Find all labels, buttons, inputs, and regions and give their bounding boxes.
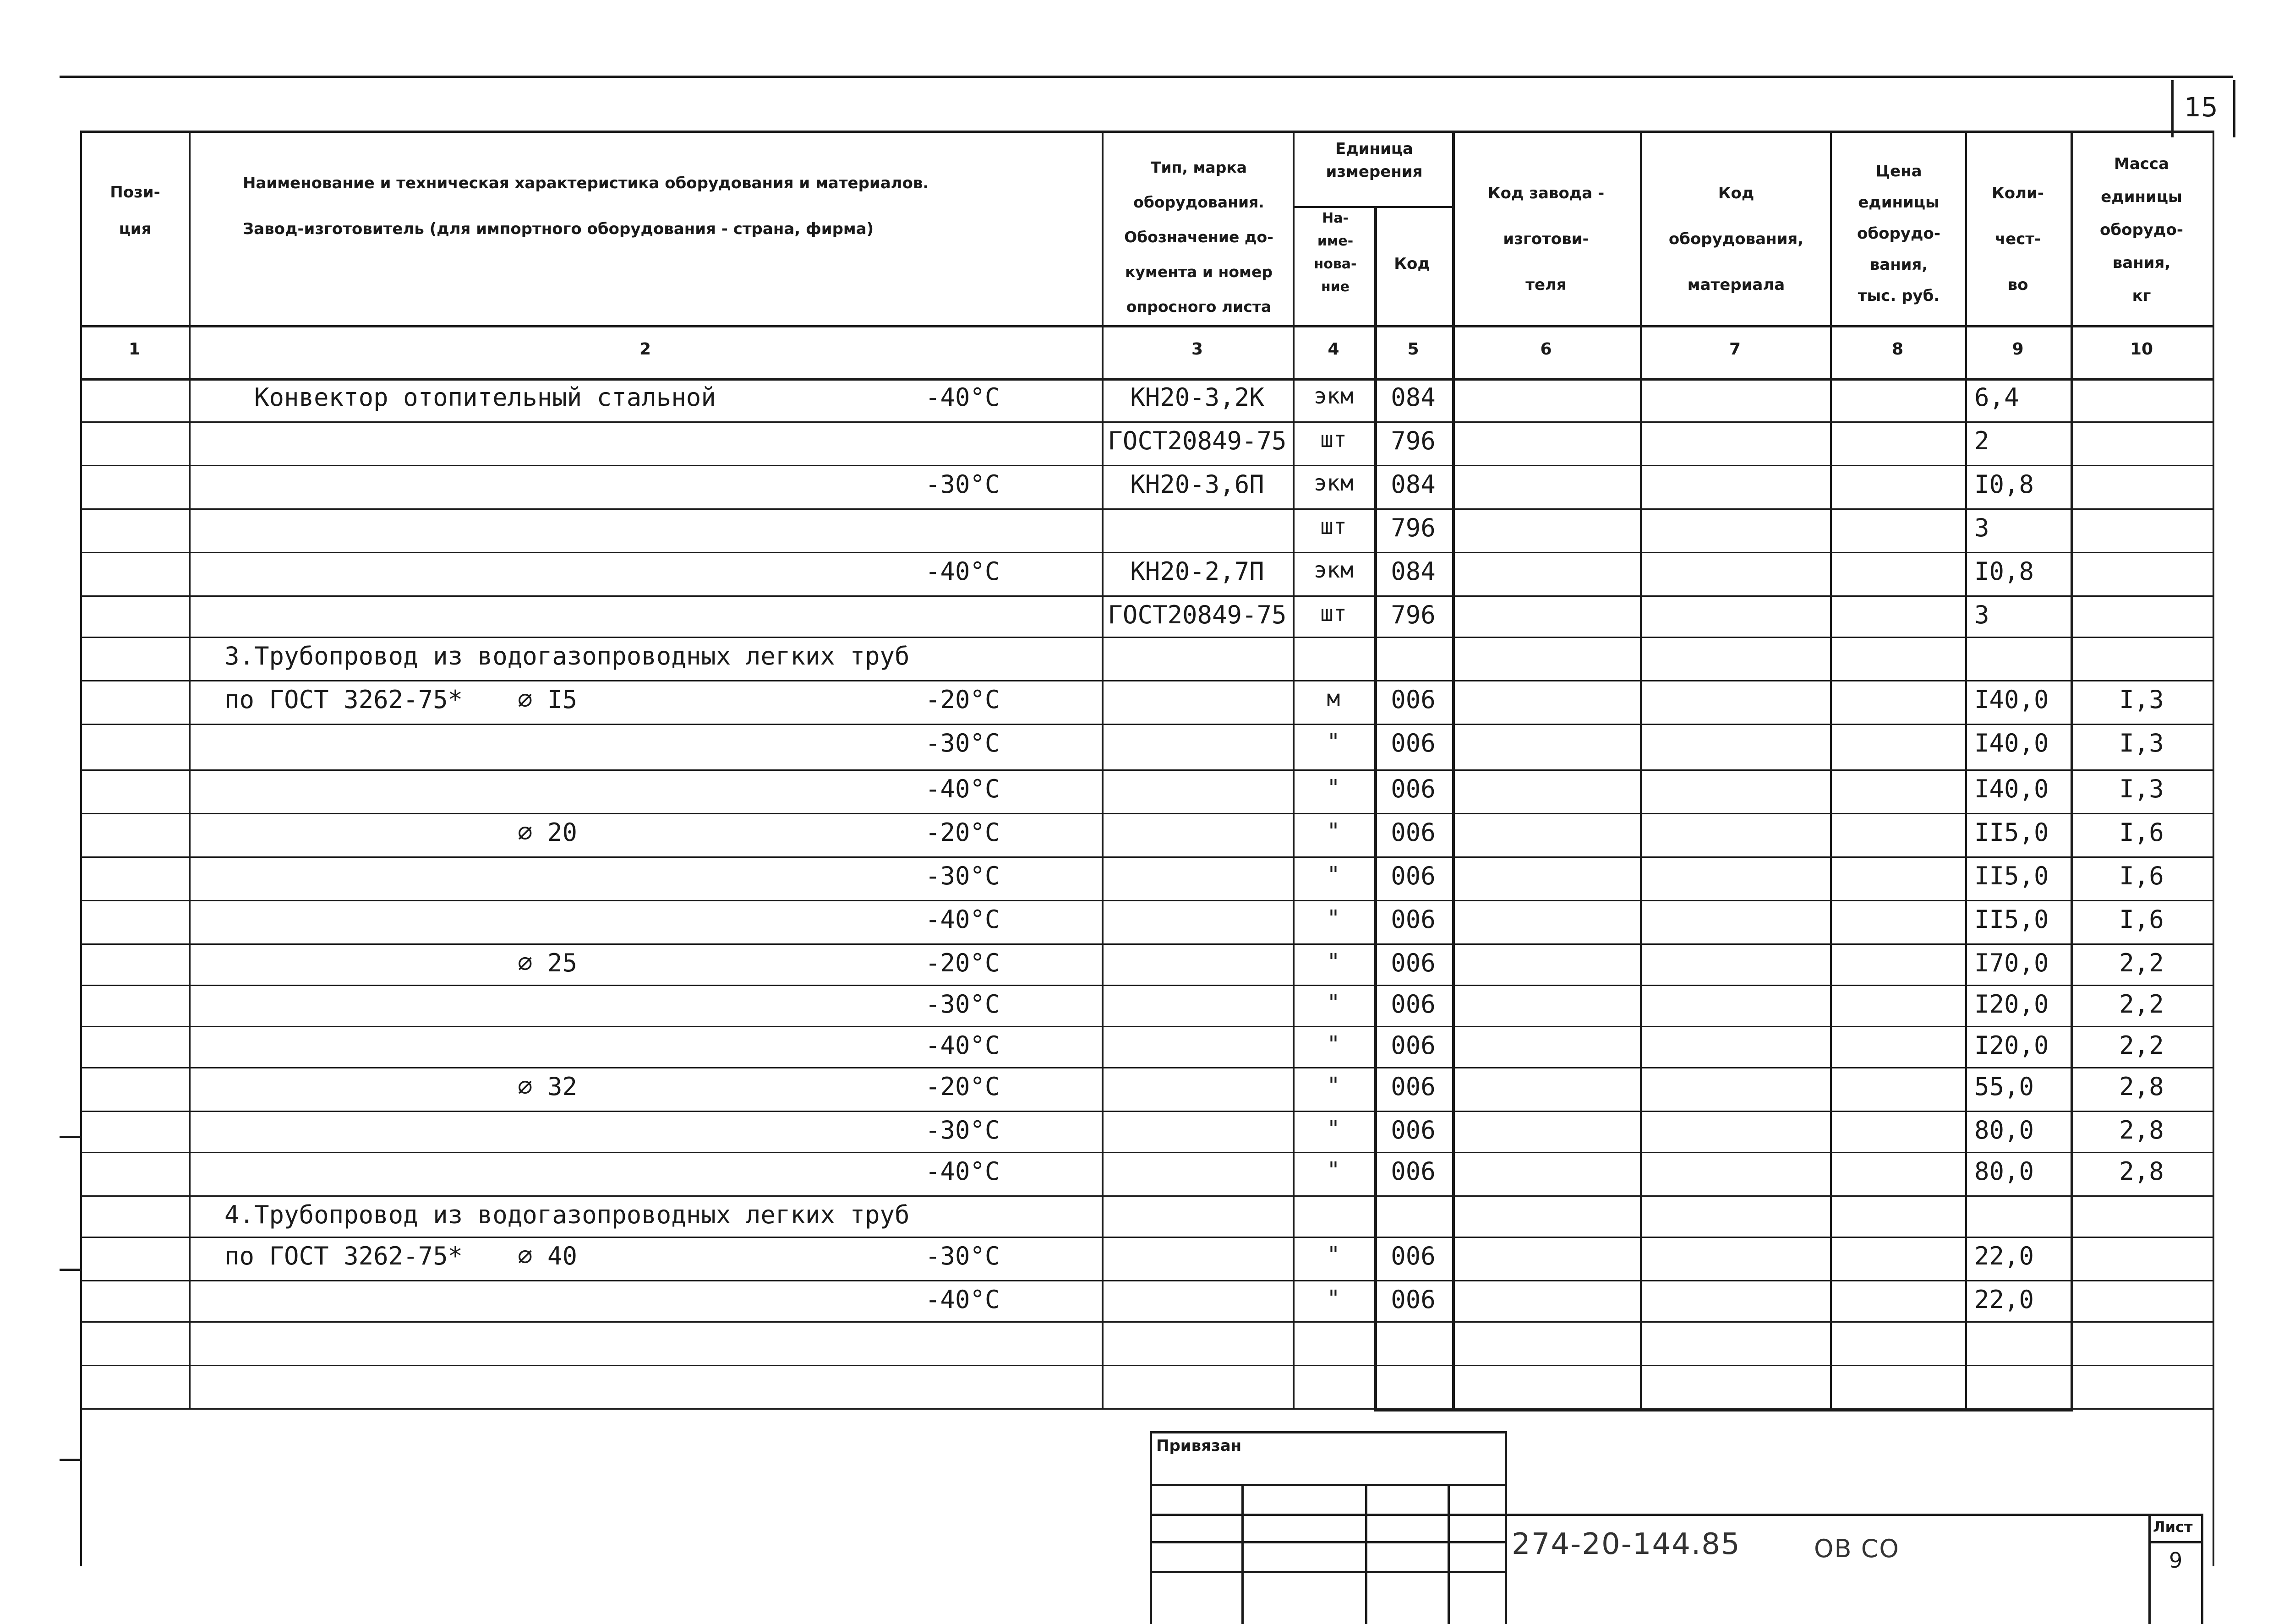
row-divider-line: [80, 813, 2213, 814]
stamp-sheet-value: 9: [2169, 1548, 2183, 1573]
unit-mass: I,6: [2119, 905, 2164, 934]
item-name: по ГОСТ 3262-75*: [224, 1242, 463, 1270]
unit-code: 006: [1391, 1157, 1436, 1186]
column-divider-line: [2071, 131, 2073, 1408]
column-number: 2: [639, 340, 651, 359]
design-temperature: -20°C: [925, 1072, 1000, 1101]
top-border-line: [60, 76, 2233, 78]
unit-code: 006: [1391, 990, 1436, 1019]
unit-name: экм: [1313, 557, 1354, 583]
header-unit-group: Единица измерения: [1326, 140, 1423, 181]
stamp-doc-suffix: ОВ СО: [1814, 1534, 1900, 1563]
quantity: II5,0: [1974, 818, 2049, 847]
number-row-bottom-line: [80, 378, 2213, 381]
quantity: I70,0: [1974, 948, 2049, 977]
unit-mass: I,3: [2119, 685, 2164, 714]
type-designation: ГОСТ20849-75: [1108, 426, 1287, 455]
column-number: 1: [128, 340, 141, 359]
row-divider-line: [80, 552, 2213, 553]
design-temperature: -20°C: [925, 685, 1000, 714]
quantity: I40,0: [1974, 685, 2049, 714]
unit-name: ": [1327, 990, 1340, 1016]
item-name: 3.Трубопровод из водогазопроводных легких труб: [224, 642, 910, 670]
design-temperature: -20°C: [925, 818, 1000, 847]
table-top-line: [80, 131, 2213, 133]
unit-code: 006: [1391, 729, 1436, 758]
stamp-sheet-right: [2201, 1514, 2203, 1624]
type-designation: КН20-2,7П: [1130, 557, 1264, 586]
row-divider-line: [80, 769, 2213, 771]
design-temperature: -30°C: [925, 470, 1000, 499]
design-temperature: -30°C: [925, 1116, 1000, 1144]
column-number: 4: [1328, 340, 1339, 359]
item-name: 4.Трубопровод из водогазопроводных легких труб: [224, 1200, 910, 1229]
quantity: I0,8: [1974, 557, 2034, 586]
sheet-box-right: [2233, 80, 2235, 137]
unit-code: 006: [1391, 948, 1436, 977]
design-temperature: -40°C: [925, 383, 1000, 412]
row-divider-line: [80, 1237, 2213, 1238]
row-divider-line: [80, 637, 2213, 638]
unit-code: 006: [1391, 1116, 1436, 1144]
unit-name: ": [1327, 905, 1340, 931]
unit-name: шт: [1320, 427, 1347, 452]
unit-code: 006: [1391, 1072, 1436, 1101]
row-divider-line: [80, 900, 2213, 901]
stamp-top-line: [1150, 1431, 1507, 1433]
stamp-sheet-label: Лист: [2153, 1518, 2193, 1536]
pipe-diameter: ⌀ 25: [518, 948, 578, 977]
stamp-vline-1: [1150, 1431, 1152, 1624]
row-divider-line: [80, 680, 2213, 681]
column-divider-line: [1293, 131, 1295, 1408]
header-position: Пози- ция: [110, 183, 160, 238]
header-bottom-line: [80, 325, 2213, 327]
design-temperature: -40°C: [925, 557, 1000, 586]
header-name-block: [243, 174, 1090, 238]
row-divider-line: [80, 1280, 2213, 1281]
design-temperature: -30°C: [925, 729, 1000, 758]
design-temperature: -30°C: [925, 1242, 1000, 1270]
stamp-doc-code: 274-20-144.85: [1512, 1527, 1741, 1561]
type-designation: КН20-3,2К: [1130, 383, 1264, 412]
row-divider-line: [80, 595, 2213, 597]
stamp-vline-2: [1241, 1484, 1244, 1624]
row-divider-line: [80, 856, 2213, 858]
sheet-box-left: [2171, 80, 2174, 137]
header-price: Цена единицы оборудо- вания, тыс. руб.: [1857, 162, 1940, 305]
unit-code: 796: [1391, 426, 1436, 455]
quantity: 55,0: [1974, 1072, 2034, 1101]
quantity: 80,0: [1974, 1116, 2034, 1144]
unit-mass: 2,8: [2119, 1116, 2164, 1144]
stamp-sheet-left: [2148, 1514, 2151, 1624]
stamp-attached-label: Привязан: [1156, 1437, 1242, 1455]
column-number: 6: [1540, 340, 1552, 359]
unit-name: ": [1327, 1157, 1340, 1183]
design-temperature: -40°C: [925, 905, 1000, 934]
header-mass: Масса единицы оборудо- вания, кг: [2100, 155, 2183, 305]
quantity: I20,0: [1974, 1031, 2049, 1060]
design-temperature: -30°C: [925, 861, 1000, 890]
column-number: 7: [1729, 340, 1741, 359]
row-divider-line: [80, 1067, 2213, 1068]
unit-code: 084: [1391, 383, 1436, 412]
stamp-line-3: [1150, 1514, 2203, 1516]
quantity: 22,0: [1974, 1285, 2034, 1314]
item-name: Конвектор отопительный стальной: [254, 383, 716, 412]
unit-code: 006: [1391, 1285, 1436, 1314]
table-bottom-thick-line: [1374, 1408, 2073, 1411]
unit-mass: 2,8: [2119, 1072, 2164, 1101]
margin-mark-1: [60, 1136, 80, 1138]
unit-name: ": [1327, 1116, 1340, 1142]
stamp-line-4: [1150, 1541, 1507, 1543]
column-number: 10: [2130, 340, 2153, 359]
header-unit-name: На- име- нова- ние: [1314, 210, 1357, 295]
quantity: I40,0: [1974, 774, 2049, 803]
unit-name: ": [1327, 729, 1340, 755]
row-divider-line: [80, 465, 2213, 466]
stamp-line-2: [1150, 1484, 1507, 1486]
pipe-diameter: ⌀ 20: [518, 818, 578, 847]
column-number: 3: [1191, 340, 1203, 359]
unit-mass: I,6: [2119, 818, 2164, 847]
unit-name: м: [1327, 686, 1340, 711]
header-name-line1: Наименование и техническая характеристика оборудования и материалов.: [243, 174, 929, 192]
margin-mark-2: [60, 1269, 80, 1271]
unit-name: ": [1327, 1031, 1340, 1057]
row-divider-line: [80, 421, 2213, 423]
design-temperature: -40°C: [925, 1285, 1000, 1314]
unit-mass: I,6: [2119, 861, 2164, 890]
row-divider-line: [80, 1195, 2213, 1197]
unit-name: ": [1327, 862, 1340, 888]
unit-mass: 2,2: [2119, 1031, 2164, 1060]
type-designation: КН20-3,6П: [1130, 470, 1264, 499]
column-divider-line: [1965, 131, 1967, 1408]
quantity: 80,0: [1974, 1157, 2034, 1186]
quantity: 3: [1974, 513, 1989, 542]
row-divider-line: [80, 1365, 2213, 1366]
unit-mass: I,3: [2119, 729, 2164, 758]
column-divider-line: [1102, 131, 1104, 1408]
unit-name: шт: [1320, 601, 1347, 627]
row-divider-line: [80, 508, 2213, 510]
design-temperature: -20°C: [925, 948, 1000, 977]
design-temperature: -40°C: [925, 774, 1000, 803]
column-number: 8: [1891, 340, 1904, 359]
design-temperature: -30°C: [925, 990, 1000, 1019]
unit-mass: 2,2: [2119, 990, 2164, 1019]
unit-mass: 2,8: [2119, 1157, 2164, 1186]
stamp-line-5: [1150, 1571, 1507, 1573]
unit-code: 006: [1391, 818, 1436, 847]
unit-name: ": [1327, 1073, 1340, 1098]
unit-code: 084: [1391, 470, 1436, 499]
item-name: по ГОСТ 3262-75*: [224, 685, 463, 714]
sheet-number: 15: [2184, 92, 2218, 123]
unit-name: ": [1327, 775, 1340, 801]
stamp-sheet-divider: [2148, 1541, 2203, 1543]
quantity: I40,0: [1974, 729, 2049, 758]
row-divider-line: [80, 943, 2213, 945]
header-factory-code: Код завода - изготови- теля: [1487, 184, 1605, 294]
row-divider-line: [80, 1111, 2213, 1112]
stamp-vline-5: [1505, 1431, 1507, 1624]
design-temperature: -40°C: [925, 1157, 1000, 1186]
quantity: I0,8: [1974, 470, 2034, 499]
row-divider-line: [80, 1321, 2213, 1323]
column-number: 5: [1407, 340, 1419, 359]
unit-code: 006: [1391, 905, 1436, 934]
unit-code: 006: [1391, 861, 1436, 890]
header-name-line2: Завод-изготовитель (для импортного оборудования - страна, фирма): [243, 220, 874, 238]
unit-name: шт: [1320, 514, 1347, 540]
column-divider-line: [1452, 131, 1455, 1408]
header-unit-code: Код: [1394, 255, 1430, 273]
stamp-block: [1150, 1431, 2203, 1624]
stamp-vline-4: [1448, 1484, 1450, 1624]
quantity: II5,0: [1974, 905, 2049, 934]
unit-name: ": [1327, 949, 1340, 975]
margin-mark-3: [60, 1459, 80, 1461]
unit-code: 006: [1391, 1031, 1436, 1060]
unit-code: 084: [1391, 557, 1436, 586]
pipe-diameter: ⌀ 40: [518, 1242, 578, 1270]
quantity: 2: [1974, 426, 1989, 455]
design-temperature: -40°C: [925, 1031, 1000, 1060]
pipe-diameter: ⌀ I5: [518, 685, 578, 714]
unit-code: 006: [1391, 774, 1436, 803]
quantity: II5,0: [1974, 861, 2049, 890]
quantity: I20,0: [1974, 990, 2049, 1019]
unit-code: 006: [1391, 1242, 1436, 1270]
unit-mass: 2,2: [2119, 948, 2164, 977]
unit-name: ": [1327, 818, 1340, 844]
header-type: Тип, марка оборудования. Обозначение до- кумента и номер опросного листа: [1124, 158, 1273, 316]
pipe-diameter: ⌀ 32: [518, 1072, 578, 1101]
unit-name: экм: [1313, 470, 1354, 496]
quantity: 3: [1974, 600, 1989, 629]
column-divider-line: [1830, 131, 1832, 1408]
unit-name: экм: [1313, 383, 1354, 409]
row-divider-line: [80, 1026, 2213, 1027]
unit-code: 796: [1391, 600, 1436, 629]
unit-code: 006: [1391, 685, 1436, 714]
unit-code: 796: [1391, 513, 1436, 542]
column-divider-line: [189, 131, 191, 1408]
type-designation: ГОСТ20849-75: [1108, 600, 1287, 629]
column-divider-line: [2213, 131, 2214, 1566]
unit-mass: I,3: [2119, 774, 2164, 803]
column-divider-line: [1640, 131, 1642, 1408]
column-number: 9: [2012, 340, 2024, 359]
unit-name: ": [1327, 1242, 1340, 1268]
quantity: 6,4: [1974, 383, 2019, 412]
row-divider-line: [80, 724, 2213, 725]
quantity: 22,0: [1974, 1242, 2034, 1270]
unit-name: ": [1327, 1286, 1340, 1311]
row-divider-line: [80, 1152, 2213, 1153]
header-quantity: Коли- чест- во: [1992, 184, 2044, 294]
header-equipment-code: Код оборудования, материала: [1668, 184, 1804, 294]
stamp-vline-3: [1365, 1484, 1367, 1624]
row-divider-line: [80, 985, 2213, 986]
